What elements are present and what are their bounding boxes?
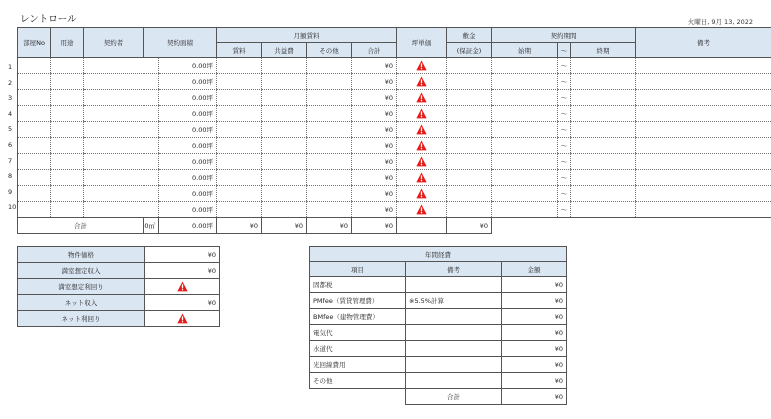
expenses-total-row bbox=[310, 389, 567, 405]
row-number: 5 bbox=[8, 125, 13, 134]
cell-other[interactable] bbox=[307, 202, 352, 218]
cell-tenant[interactable] bbox=[84, 186, 159, 202]
cell-start[interactable] bbox=[492, 122, 558, 138]
cell-tenant[interactable] bbox=[84, 122, 159, 138]
cell-notes[interactable] bbox=[636, 186, 771, 202]
expense-amount[interactable]: ¥0 bbox=[502, 373, 567, 389]
summary-label: 満室想定収入 bbox=[18, 263, 145, 279]
expense-notes[interactable] bbox=[406, 357, 502, 373]
cell-rent[interactable] bbox=[217, 106, 262, 122]
cell-total[interactable]: ¥0 bbox=[352, 106, 397, 122]
cell-notes[interactable] bbox=[636, 74, 771, 90]
table-row bbox=[18, 122, 771, 138]
cell-notes[interactable] bbox=[636, 154, 771, 170]
cell-tsubo-price[interactable] bbox=[397, 154, 447, 170]
header-area: 契約面積 bbox=[144, 28, 217, 58]
table-row bbox=[18, 202, 771, 218]
cell-rent[interactable] bbox=[217, 90, 262, 106]
expense-amount[interactable]: ¥0 bbox=[502, 277, 567, 293]
expenses-total-label: 合計 bbox=[406, 389, 502, 405]
cell-tsubo-price[interactable] bbox=[397, 138, 447, 154]
expense-notes[interactable] bbox=[406, 325, 502, 341]
header-rent: 賃料 bbox=[217, 43, 262, 58]
cell-notes[interactable] bbox=[636, 58, 771, 74]
header-end: 終期 bbox=[571, 43, 636, 58]
cell-rent[interactable] bbox=[217, 58, 262, 74]
expenses-header-notes: 備考 bbox=[406, 262, 502, 277]
cell-room-no[interactable] bbox=[18, 138, 51, 154]
expense-row bbox=[310, 277, 567, 293]
expense-row bbox=[310, 357, 567, 373]
cell-tenant[interactable] bbox=[84, 74, 159, 90]
cell-area[interactable]: 0.00坪 bbox=[159, 154, 217, 170]
cell-usage[interactable] bbox=[51, 106, 84, 122]
cell-tsubo-price[interactable] bbox=[397, 170, 447, 186]
header-tilde: 〜 bbox=[558, 43, 571, 58]
header-start: 始期 bbox=[492, 43, 558, 58]
cell-end[interactable] bbox=[571, 74, 636, 90]
cell-total[interactable]: ¥0 bbox=[352, 186, 397, 202]
warning-icon bbox=[416, 94, 427, 102]
cell-total[interactable]: ¥0 bbox=[352, 74, 397, 90]
cell-other[interactable] bbox=[307, 170, 352, 186]
totals-other: ¥0 bbox=[307, 218, 352, 234]
cell-common-fee[interactable] bbox=[262, 202, 307, 218]
cell-deposit[interactable] bbox=[447, 74, 492, 90]
cell-usage[interactable] bbox=[51, 170, 84, 186]
cell-tsubo-price[interactable] bbox=[397, 106, 447, 122]
expense-item: 固都税 bbox=[310, 277, 406, 293]
expense-item: その他 bbox=[310, 373, 406, 389]
expense-row bbox=[310, 373, 567, 389]
cell-notes[interactable] bbox=[636, 122, 771, 138]
warning-icon bbox=[416, 158, 427, 166]
totals-sqm: 0㎡ bbox=[144, 218, 159, 234]
cell-common-fee[interactable] bbox=[262, 170, 307, 186]
expense-row bbox=[310, 293, 567, 309]
totals-label: 合計 bbox=[18, 218, 144, 234]
totals-rent: ¥0 bbox=[217, 218, 262, 234]
table-row bbox=[18, 106, 771, 122]
cell-start[interactable] bbox=[492, 186, 558, 202]
cell-deposit[interactable] bbox=[447, 122, 492, 138]
cell-total[interactable]: ¥0 bbox=[352, 58, 397, 74]
cell-total[interactable]: ¥0 bbox=[352, 154, 397, 170]
cell-notes[interactable] bbox=[636, 170, 771, 186]
cell-room-no[interactable] bbox=[18, 122, 51, 138]
header-common-fee: 共益費 bbox=[262, 43, 307, 58]
cell-start[interactable] bbox=[492, 170, 558, 186]
expense-row bbox=[310, 325, 567, 341]
row-number: 8 bbox=[8, 172, 13, 181]
cell-tenant[interactable] bbox=[84, 106, 159, 122]
cell-other[interactable] bbox=[307, 154, 352, 170]
summary-row bbox=[18, 263, 220, 279]
cell-total[interactable]: ¥0 bbox=[352, 90, 397, 106]
row-number: 3 bbox=[8, 94, 13, 103]
cell-common-fee[interactable] bbox=[262, 186, 307, 202]
sheet-title: レントロール bbox=[20, 14, 77, 25]
row-number: 1 bbox=[8, 63, 13, 71]
cell-common-fee[interactable] bbox=[262, 106, 307, 122]
sheet-date: 火曜日, 9月 13, 2022 bbox=[687, 18, 753, 26]
cell-usage[interactable] bbox=[51, 138, 84, 154]
expense-item: 光回線費用 bbox=[310, 357, 406, 373]
table-row bbox=[18, 186, 771, 202]
cell-area[interactable]: 0.00坪 bbox=[159, 170, 217, 186]
expenses-title: 年間経費 bbox=[310, 247, 567, 262]
cell-end[interactable] bbox=[571, 90, 636, 106]
cell-room-no[interactable] bbox=[18, 202, 51, 218]
cell-common-fee[interactable] bbox=[262, 58, 307, 74]
cell-tilde: 〜 bbox=[558, 90, 571, 106]
row-number: 4 bbox=[8, 109, 13, 118]
cell-other[interactable] bbox=[307, 74, 352, 90]
cell-area[interactable]: 0.00坪 bbox=[159, 74, 217, 90]
cell-tilde: 〜 bbox=[558, 170, 571, 186]
table-row bbox=[18, 154, 771, 170]
cell-end[interactable] bbox=[571, 202, 636, 218]
cell-other[interactable] bbox=[307, 90, 352, 106]
cell-usage[interactable] bbox=[51, 90, 84, 106]
cell-common-fee[interactable] bbox=[262, 122, 307, 138]
cell-room-no[interactable] bbox=[18, 186, 51, 202]
table-row bbox=[18, 138, 771, 154]
totals-common-fee: ¥0 bbox=[262, 218, 307, 234]
summary-label: 満室想定利回り bbox=[18, 279, 145, 295]
cell-tenant[interactable] bbox=[84, 58, 159, 74]
cell-deposit[interactable] bbox=[447, 106, 492, 122]
header-usage: 用途 bbox=[51, 28, 84, 58]
header-tsubo-price: 坪単価 bbox=[397, 28, 447, 58]
cell-deposit[interactable] bbox=[447, 170, 492, 186]
summary-row bbox=[18, 311, 220, 327]
warning-icon bbox=[416, 126, 427, 134]
cell-other[interactable] bbox=[307, 106, 352, 122]
cell-end[interactable] bbox=[571, 186, 636, 202]
expense-row bbox=[310, 309, 567, 325]
cell-deposit[interactable] bbox=[447, 138, 492, 154]
cell-deposit[interactable] bbox=[447, 202, 492, 218]
expenses-total-value: ¥0 bbox=[502, 389, 567, 405]
expense-amount[interactable]: ¥0 bbox=[502, 325, 567, 341]
summary-label: ネット利回り bbox=[18, 311, 145, 327]
cell-total[interactable]: ¥0 bbox=[352, 138, 397, 154]
cell-room-no[interactable] bbox=[18, 154, 51, 170]
expense-item: 水道代 bbox=[310, 341, 406, 357]
expense-notes[interactable] bbox=[406, 373, 502, 389]
cell-usage[interactable] bbox=[51, 186, 84, 202]
summary-value: ¥0 bbox=[145, 263, 220, 279]
cell-tilde: 〜 bbox=[558, 74, 571, 90]
cell-tenant[interactable] bbox=[84, 170, 159, 186]
cell-end[interactable] bbox=[571, 106, 636, 122]
warning-icon bbox=[416, 174, 427, 182]
cell-total[interactable]: ¥0 bbox=[352, 202, 397, 218]
cell-common-fee[interactable] bbox=[262, 154, 307, 170]
cell-tsubo-price[interactable] bbox=[397, 74, 447, 90]
totals-total: ¥0 bbox=[352, 218, 397, 234]
cell-start[interactable] bbox=[492, 74, 558, 90]
table-row bbox=[18, 74, 771, 90]
header-deposit: 敷金 bbox=[447, 28, 492, 43]
expense-amount[interactable]: ¥0 bbox=[502, 341, 567, 357]
summary-label: ネット収入 bbox=[18, 295, 145, 311]
cell-area[interactable]: 0.00坪 bbox=[159, 106, 217, 122]
cell-usage[interactable] bbox=[51, 58, 84, 74]
cell-notes[interactable] bbox=[636, 138, 771, 154]
cell-room-no[interactable] bbox=[18, 106, 51, 122]
cell-start[interactable] bbox=[492, 90, 558, 106]
cell-rent[interactable] bbox=[217, 170, 262, 186]
expense-notes[interactable]: ※5.5%計算 bbox=[406, 293, 502, 309]
cell-tenant[interactable] bbox=[84, 138, 159, 154]
cell-tenant[interactable] bbox=[84, 90, 159, 106]
expense-amount[interactable]: ¥0 bbox=[502, 293, 567, 309]
cell-other[interactable] bbox=[307, 138, 352, 154]
cell-end[interactable] bbox=[571, 58, 636, 74]
summary-value bbox=[145, 279, 220, 295]
header-deposit-sub: (保証金) bbox=[447, 43, 492, 58]
cell-total[interactable]: ¥0 bbox=[352, 170, 397, 186]
cell-area[interactable]: 0.00坪 bbox=[159, 122, 217, 138]
warning-icon bbox=[416, 206, 427, 214]
cell-tilde: 〜 bbox=[558, 202, 571, 218]
cell-rent[interactable] bbox=[217, 154, 262, 170]
rent-roll-table bbox=[17, 27, 771, 234]
warning-icon bbox=[177, 315, 188, 323]
totals-area: 0.00坪 bbox=[159, 218, 217, 234]
cell-area[interactable]: 0.00坪 bbox=[159, 90, 217, 106]
summary-value: ¥0 bbox=[145, 295, 220, 311]
cell-tsubo-price[interactable] bbox=[397, 202, 447, 218]
expense-notes[interactable] bbox=[406, 309, 502, 325]
cell-tsubo-price[interactable] bbox=[397, 186, 447, 202]
warning-icon bbox=[416, 190, 427, 198]
cell-tilde: 〜 bbox=[558, 138, 571, 154]
expense-notes[interactable] bbox=[406, 277, 502, 293]
cell-end[interactable] bbox=[571, 138, 636, 154]
cell-area[interactable]: 0.00坪 bbox=[159, 58, 217, 74]
cell-rent[interactable] bbox=[217, 74, 262, 90]
cell-tilde: 〜 bbox=[558, 58, 571, 74]
cell-notes[interactable] bbox=[636, 90, 771, 106]
cell-rent[interactable] bbox=[217, 138, 262, 154]
cell-end[interactable] bbox=[571, 170, 636, 186]
cell-tilde: 〜 bbox=[558, 186, 571, 202]
cell-room-no[interactable] bbox=[18, 170, 51, 186]
table-row bbox=[18, 170, 771, 186]
cell-usage[interactable] bbox=[51, 74, 84, 90]
cell-end[interactable] bbox=[571, 122, 636, 138]
expense-notes[interactable] bbox=[406, 341, 502, 357]
cell-tsubo-price[interactable] bbox=[397, 58, 447, 74]
header-tenant: 契約者 bbox=[84, 28, 144, 58]
cell-usage[interactable] bbox=[51, 122, 84, 138]
cell-rent[interactable] bbox=[217, 202, 262, 218]
expense-item: PMfee（賃貸管理費） bbox=[310, 293, 406, 309]
cell-deposit[interactable] bbox=[447, 154, 492, 170]
summary-value: ¥0 bbox=[145, 247, 220, 263]
summary-value bbox=[145, 311, 220, 327]
cell-deposit[interactable] bbox=[447, 58, 492, 74]
cell-tsubo-price[interactable] bbox=[397, 90, 447, 106]
cell-deposit[interactable] bbox=[447, 90, 492, 106]
cell-tilde: 〜 bbox=[558, 106, 571, 122]
header-contract-period: 契約期間 bbox=[492, 28, 636, 43]
cell-rent[interactable] bbox=[217, 122, 262, 138]
warning-icon bbox=[177, 283, 188, 291]
cell-tilde: 〜 bbox=[558, 122, 571, 138]
row-number: 2 bbox=[8, 78, 13, 87]
cell-common-fee[interactable] bbox=[262, 138, 307, 154]
totals-row bbox=[18, 218, 771, 234]
header-notes: 備考 bbox=[636, 28, 771, 58]
cell-tenant[interactable] bbox=[84, 154, 159, 170]
table-row bbox=[18, 58, 771, 74]
cell-deposit[interactable] bbox=[447, 186, 492, 202]
cell-area[interactable]: 0.00坪 bbox=[159, 186, 217, 202]
cell-usage[interactable] bbox=[51, 154, 84, 170]
annual-expenses-table bbox=[309, 246, 567, 405]
cell-tenant[interactable] bbox=[84, 202, 159, 218]
cell-tilde: 〜 bbox=[558, 154, 571, 170]
row-number: 6 bbox=[8, 141, 13, 149]
cell-total[interactable]: ¥0 bbox=[352, 122, 397, 138]
header-room-no: 部屋No bbox=[18, 28, 51, 58]
header-other: その他 bbox=[307, 43, 352, 58]
summary-row bbox=[18, 279, 220, 295]
row-number: 7 bbox=[8, 156, 13, 165]
totals-tsubo bbox=[397, 218, 447, 234]
cell-start[interactable] bbox=[492, 106, 558, 122]
cell-start[interactable] bbox=[492, 202, 558, 218]
expenses-header-item: 項目 bbox=[310, 262, 406, 277]
expense-amount[interactable]: ¥0 bbox=[502, 309, 567, 325]
cell-room-no[interactable] bbox=[18, 90, 51, 106]
cell-other[interactable] bbox=[307, 122, 352, 138]
cell-room-no[interactable] bbox=[18, 58, 51, 74]
cell-end[interactable] bbox=[571, 154, 636, 170]
cell-area[interactable]: 0.00坪 bbox=[159, 202, 217, 218]
cell-common-fee[interactable] bbox=[262, 90, 307, 106]
cell-area[interactable]: 0.00坪 bbox=[159, 138, 217, 154]
summary-table bbox=[17, 246, 220, 327]
row-number: 10 bbox=[8, 203, 17, 212]
expenses-header-amount: 金額 bbox=[502, 262, 567, 277]
cell-tsubo-price[interactable] bbox=[397, 122, 447, 138]
expense-row bbox=[310, 341, 567, 357]
warning-icon bbox=[416, 110, 427, 118]
cell-other[interactable] bbox=[307, 58, 352, 74]
summary-row bbox=[18, 295, 220, 311]
header-monthly-rent: 月額賃料 bbox=[217, 28, 397, 43]
header-total: 合計 bbox=[352, 43, 397, 58]
warning-icon bbox=[416, 78, 427, 86]
expense-amount[interactable]: ¥0 bbox=[502, 357, 567, 373]
cell-notes[interactable] bbox=[636, 202, 771, 218]
expense-item: 電気代 bbox=[310, 325, 406, 341]
cell-start[interactable] bbox=[492, 58, 558, 74]
table-row bbox=[18, 90, 771, 106]
cell-start[interactable] bbox=[492, 138, 558, 154]
warning-icon bbox=[416, 142, 427, 150]
warning-icon bbox=[416, 62, 427, 70]
cell-start[interactable] bbox=[492, 154, 558, 170]
expense-item: BMfee（建物管理費） bbox=[310, 309, 406, 325]
cell-other[interactable] bbox=[307, 186, 352, 202]
cell-notes[interactable] bbox=[636, 106, 771, 122]
row-number: 9 bbox=[8, 187, 13, 196]
cell-room-no[interactable] bbox=[18, 74, 51, 90]
cell-usage[interactable] bbox=[51, 202, 84, 218]
cell-rent[interactable] bbox=[217, 186, 262, 202]
summary-label: 物件価格 bbox=[18, 247, 145, 263]
summary-row bbox=[18, 247, 220, 263]
totals-deposit: ¥0 bbox=[447, 218, 492, 234]
cell-common-fee[interactable] bbox=[262, 74, 307, 90]
